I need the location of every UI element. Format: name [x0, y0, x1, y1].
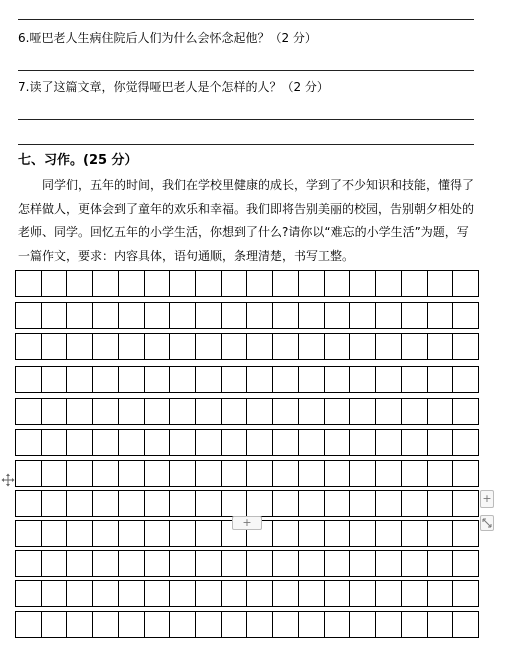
grid-cell[interactable] [170, 399, 196, 424]
grid-cell[interactable] [299, 399, 325, 424]
grid-cell[interactable] [273, 551, 299, 576]
grid-cell[interactable] [93, 551, 119, 576]
grid-cell[interactable] [273, 461, 299, 486]
grid-cell[interactable] [299, 430, 325, 455]
grid-cell[interactable] [16, 581, 42, 606]
grid-cell[interactable] [325, 461, 351, 486]
grid-cell[interactable] [93, 271, 119, 296]
grid-cell[interactable] [299, 612, 325, 637]
grid-cell[interactable] [325, 521, 351, 546]
grid-cell[interactable] [170, 271, 196, 296]
grid-cell[interactable] [376, 461, 402, 486]
grid-cell[interactable] [402, 551, 428, 576]
grid-cell[interactable] [299, 461, 325, 486]
grid-cell[interactable] [247, 612, 273, 637]
grid-cell[interactable] [402, 367, 428, 392]
grid-cell[interactable] [170, 521, 196, 546]
grid-cell[interactable] [119, 367, 145, 392]
grid-cell[interactable] [67, 430, 93, 455]
grid-cell[interactable] [325, 491, 351, 516]
grid-cell[interactable] [402, 491, 428, 516]
grid-cell[interactable] [247, 491, 273, 516]
answer-line [18, 144, 474, 145]
grid-cell[interactable] [325, 367, 351, 392]
grid-cell[interactable] [273, 399, 299, 424]
grid-row [15, 611, 479, 638]
grid-cell[interactable] [42, 303, 68, 328]
grid-cell[interactable] [196, 491, 222, 516]
grid-cell[interactable] [350, 461, 376, 486]
grid-cell[interactable] [428, 334, 454, 359]
grid-cell[interactable] [67, 271, 93, 296]
grid-cell[interactable] [299, 271, 325, 296]
grid-cell[interactable] [376, 612, 402, 637]
answer-line [18, 119, 474, 120]
grid-cell[interactable] [350, 612, 376, 637]
add-column-button[interactable] [480, 490, 494, 508]
grid-cell[interactable] [453, 551, 478, 576]
grid-cell[interactable] [402, 303, 428, 328]
grid-cell[interactable] [222, 399, 248, 424]
grid-cell[interactable] [145, 491, 171, 516]
grid-cell[interactable] [273, 521, 299, 546]
grid-cell[interactable] [376, 551, 402, 576]
grid-cell[interactable] [222, 303, 248, 328]
grid-cell[interactable] [119, 491, 145, 516]
grid-cell[interactable] [170, 367, 196, 392]
grid-cell[interactable] [428, 551, 454, 576]
grid-cell[interactable] [247, 303, 273, 328]
grid-cell[interactable] [376, 367, 402, 392]
grid-cell[interactable] [170, 581, 196, 606]
grid-cell[interactable] [67, 491, 93, 516]
grid-cell[interactable] [16, 551, 42, 576]
grid-cell[interactable] [67, 551, 93, 576]
grid-cell[interactable] [222, 581, 248, 606]
grid-cell[interactable] [299, 581, 325, 606]
grid-cell[interactable] [16, 430, 42, 455]
grid-cell[interactable] [453, 399, 478, 424]
grid-cell[interactable] [222, 612, 248, 637]
move-icon[interactable] [1, 473, 15, 487]
grid-cell[interactable] [93, 491, 119, 516]
grid-cell[interactable] [428, 612, 454, 637]
grid-cell[interactable] [170, 491, 196, 516]
grid-cell[interactable] [325, 430, 351, 455]
writing-prompt [18, 174, 478, 268]
grid-cell[interactable] [273, 271, 299, 296]
grid-cell[interactable] [93, 303, 119, 328]
grid-cell[interactable] [325, 303, 351, 328]
grid-row [15, 460, 479, 487]
grid-cell[interactable] [453, 521, 478, 546]
grid-cell[interactable] [67, 461, 93, 486]
grid-cell[interactable] [145, 334, 171, 359]
grid-cell[interactable] [196, 581, 222, 606]
grid-cell[interactable] [16, 367, 42, 392]
grid-cell[interactable] [196, 551, 222, 576]
grid-cell[interactable] [376, 334, 402, 359]
grid-cell[interactable] [196, 367, 222, 392]
grid-cell[interactable] [402, 581, 428, 606]
grid-cell[interactable] [453, 271, 478, 296]
grid-cell[interactable] [350, 551, 376, 576]
grid-row [15, 398, 479, 425]
grid-cell[interactable] [222, 461, 248, 486]
grid-cell[interactable] [247, 334, 273, 359]
resize-icon [481, 516, 493, 530]
grid-cell[interactable] [196, 399, 222, 424]
grid-cell[interactable] [222, 551, 248, 576]
section-heading: 七、习作。(25 分） [18, 153, 138, 168]
grid-row [15, 302, 479, 329]
grid-cell[interactable] [222, 367, 248, 392]
grid-cell[interactable] [247, 461, 273, 486]
grid-cell[interactable] [42, 491, 68, 516]
grid-row [15, 270, 479, 297]
grid-cell[interactable] [402, 271, 428, 296]
grid-cell[interactable] [453, 303, 478, 328]
grid-cell[interactable] [299, 303, 325, 328]
grid-cell[interactable] [325, 581, 351, 606]
grid-cell[interactable] [273, 367, 299, 392]
grid-cell[interactable] [453, 612, 478, 637]
grid-cell[interactable] [428, 491, 454, 516]
grid-cell[interactable] [93, 334, 119, 359]
grid-cell[interactable] [145, 303, 171, 328]
grid-cell[interactable] [350, 491, 376, 516]
add-row-button[interactable] [232, 516, 262, 530]
grid-cell[interactable] [170, 303, 196, 328]
grid-cell[interactable] [170, 612, 196, 637]
grid-cell[interactable] [376, 303, 402, 328]
grid-cell[interactable] [247, 399, 273, 424]
grid-cell[interactable] [453, 461, 478, 486]
grid-cell[interactable] [196, 271, 222, 296]
grid-cell[interactable] [16, 303, 42, 328]
grid-cell[interactable] [67, 581, 93, 606]
grid-cell[interactable] [428, 461, 454, 486]
grid-cell[interactable] [42, 581, 68, 606]
grid-cell[interactable] [93, 399, 119, 424]
grid-cell[interactable] [145, 581, 171, 606]
grid-cell[interactable] [93, 612, 119, 637]
grid-cell[interactable] [453, 334, 478, 359]
grid-cell[interactable] [350, 367, 376, 392]
grid-cell[interactable] [145, 271, 171, 296]
grid-cell[interactable] [273, 303, 299, 328]
grid-cell[interactable] [93, 521, 119, 546]
grid-cell[interactable] [350, 521, 376, 546]
grid-cell[interactable] [16, 521, 42, 546]
grid-cell[interactable] [350, 581, 376, 606]
grid-cell[interactable] [350, 303, 376, 328]
grid-cell[interactable] [145, 461, 171, 486]
grid-cell[interactable] [170, 430, 196, 455]
grid-cell[interactable] [273, 334, 299, 359]
grid-cell[interactable] [196, 334, 222, 359]
grid-cell[interactable] [119, 430, 145, 455]
grid-cell[interactable] [145, 521, 171, 546]
grid-cell[interactable] [145, 430, 171, 455]
grid-cell[interactable] [42, 521, 68, 546]
grid-cell[interactable] [222, 271, 248, 296]
grid-cell[interactable] [325, 271, 351, 296]
grid-cell[interactable] [93, 367, 119, 392]
grid-cell[interactable] [145, 399, 171, 424]
grid-cell[interactable] [222, 430, 248, 455]
grid-cell[interactable] [196, 303, 222, 328]
grid-cell[interactable] [402, 430, 428, 455]
grid-row [15, 490, 479, 517]
grid-cell[interactable] [67, 399, 93, 424]
grid-cell[interactable] [145, 551, 171, 576]
grid-cell[interactable] [376, 581, 402, 606]
grid-cell[interactable] [222, 334, 248, 359]
grid-cell[interactable] [428, 399, 454, 424]
grid-cell[interactable] [402, 399, 428, 424]
grid-cell[interactable] [119, 461, 145, 486]
grid-cell[interactable] [402, 521, 428, 546]
grid-cell[interactable] [42, 399, 68, 424]
grid-cell[interactable] [350, 271, 376, 296]
grid-cell[interactable] [42, 461, 68, 486]
grid-cell[interactable] [453, 491, 478, 516]
grid-cell[interactable] [299, 334, 325, 359]
grid-cell[interactable] [453, 367, 478, 392]
grid-cell[interactable] [222, 491, 248, 516]
grid-cell[interactable] [170, 461, 196, 486]
grid-cell[interactable] [67, 521, 93, 546]
grid-cell[interactable] [67, 367, 93, 392]
grid-cell[interactable] [325, 399, 351, 424]
grid-cell[interactable] [247, 367, 273, 392]
grid-cell[interactable] [145, 367, 171, 392]
grid-cell[interactable] [16, 491, 42, 516]
grid-cell[interactable] [170, 551, 196, 576]
grid-row [15, 366, 479, 393]
grid-cell[interactable] [376, 491, 402, 516]
grid-cell[interactable] [273, 430, 299, 455]
grid-cell[interactable] [428, 271, 454, 296]
grid-cell[interactable] [196, 521, 222, 546]
grid-cell[interactable] [453, 581, 478, 606]
grid-cell[interactable] [299, 491, 325, 516]
grid-row [15, 333, 479, 360]
grid-cell[interactable] [428, 581, 454, 606]
grid-cell[interactable] [299, 551, 325, 576]
grid-cell[interactable] [350, 334, 376, 359]
grid-cell[interactable] [16, 334, 42, 359]
grid-cell[interactable] [273, 581, 299, 606]
grid-cell[interactable] [376, 271, 402, 296]
grid-cell[interactable] [16, 461, 42, 486]
grid-row [15, 580, 479, 607]
grid-cell[interactable] [196, 612, 222, 637]
grid-row [15, 550, 479, 577]
grid-cell[interactable] [453, 430, 478, 455]
answer-line [18, 19, 474, 20]
grid-cell[interactable] [42, 612, 68, 637]
grid-cell[interactable] [42, 430, 68, 455]
grid-cell[interactable] [376, 430, 402, 455]
grid-cell[interactable] [93, 430, 119, 455]
grid-cell[interactable] [299, 521, 325, 546]
grid-cell[interactable] [119, 612, 145, 637]
grid-cell[interactable] [196, 430, 222, 455]
grid-cell[interactable] [42, 334, 68, 359]
grid-cell[interactable] [119, 551, 145, 576]
grid-cell[interactable] [119, 303, 145, 328]
question-6: 6.哑巴老人生病住院后人们为什么会怀念起他？（2 分） [18, 31, 317, 45]
grid-cell[interactable] [145, 612, 171, 637]
grid-cell[interactable] [376, 399, 402, 424]
grid-cell[interactable] [428, 367, 454, 392]
grid-cell[interactable] [119, 521, 145, 546]
grid-cell[interactable] [119, 334, 145, 359]
grid-cell[interactable] [67, 612, 93, 637]
writing-prompt-text: 同学们，五年的时间，我们在学校里健康的成长，学到了不少知识和技能，懂得了怎样做人，更体会到了童年的欢乐和幸福。我们即将告别美丽的校园，告别朝夕相处的老师、同学。回忆五年的小学生活，你想到了什么?请你以“难忘的小学生活”为题，写一篇作文，要求：内容具体，语句通顺，条理清楚，书写工整。 [18, 178, 475, 263]
resize-handle[interactable] [480, 515, 494, 531]
grid-cell[interactable] [247, 271, 273, 296]
grid-cell[interactable] [42, 367, 68, 392]
grid-cell[interactable] [428, 303, 454, 328]
grid-cell[interactable] [428, 521, 454, 546]
grid-cell[interactable] [247, 430, 273, 455]
grid-row [15, 429, 479, 456]
grid-cell[interactable] [247, 551, 273, 576]
grid-cell[interactable] [402, 461, 428, 486]
grid-cell[interactable] [16, 399, 42, 424]
grid-cell[interactable] [247, 581, 273, 606]
grid-cell[interactable] [325, 612, 351, 637]
grid-cell[interactable] [67, 334, 93, 359]
grid-cell[interactable] [350, 399, 376, 424]
grid-cell[interactable] [196, 461, 222, 486]
grid-cell[interactable] [325, 334, 351, 359]
grid-cell[interactable] [16, 271, 42, 296]
grid-cell[interactable] [42, 271, 68, 296]
grid-cell[interactable] [299, 367, 325, 392]
grid-cell[interactable] [16, 612, 42, 637]
grid-cell[interactable] [402, 612, 428, 637]
grid-cell[interactable] [170, 334, 196, 359]
grid-cell[interactable] [119, 271, 145, 296]
grid-cell[interactable] [93, 581, 119, 606]
plus-icon: + [482, 492, 492, 505]
grid-cell[interactable] [376, 521, 402, 546]
grid-cell[interactable] [325, 551, 351, 576]
grid-cell[interactable] [119, 581, 145, 606]
grid-cell[interactable] [273, 491, 299, 516]
grid-cell[interactable] [119, 399, 145, 424]
plus-icon: + [242, 516, 252, 529]
grid-cell[interactable] [350, 430, 376, 455]
grid-cell[interactable] [93, 461, 119, 486]
grid-cell[interactable] [402, 334, 428, 359]
question-7: 7.读了这篇文章，你觉得哑巴老人是个怎样的人？（2 分） [18, 80, 329, 94]
grid-cell[interactable] [428, 430, 454, 455]
grid-cell[interactable] [273, 612, 299, 637]
grid-cell[interactable] [42, 551, 68, 576]
grid-cell[interactable] [67, 303, 93, 328]
answer-line [18, 70, 474, 71]
